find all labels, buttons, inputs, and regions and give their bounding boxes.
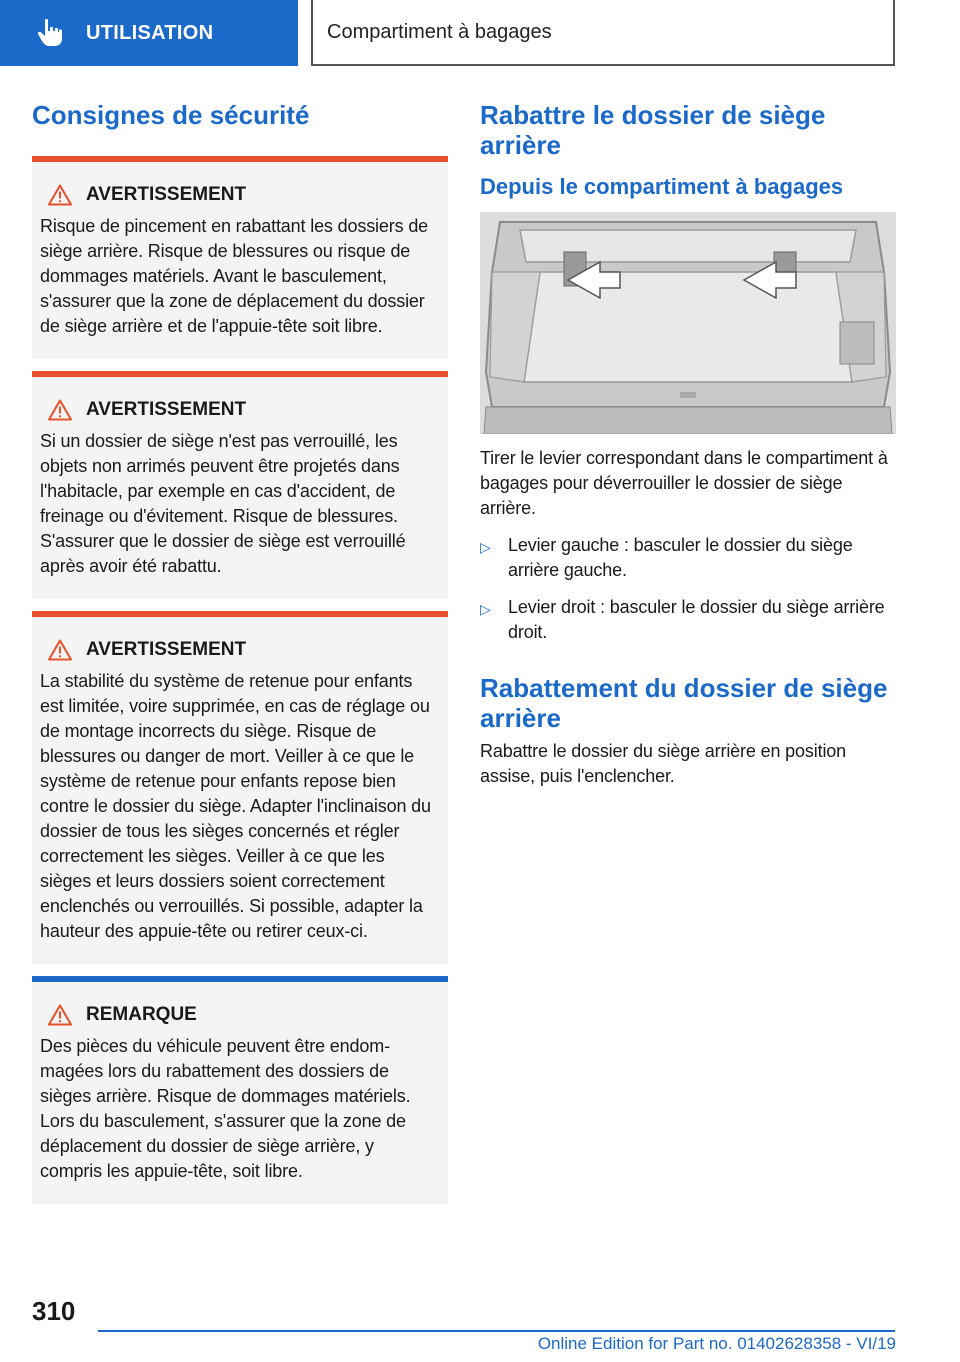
breadcrumb: [311, 0, 895, 66]
warning-title: [40, 184, 440, 206]
fold-seat-heading: Rabattre le dossier de siège arrière: [480, 100, 826, 160]
warning-text: Si un dossier de siège n'est pas verrouillé, les objets non arrimés peuvent être projetés dans l'habitacle, par exemple en cas d'accident, de freinage ou d'évitement. Risque de blessures. S'assurer que le dossier de siège est verrouillé après avoir été rabattu.: [40, 431, 406, 576]
note-box: [32, 976, 448, 1204]
trunk-instruction: Tirer le levier correspondant dans le compartiment à bagages pour déverrouiller le dossier de siège arrière.: [480, 448, 888, 518]
triangle-bullet-icon: ▷: [480, 601, 491, 617]
trunk-illustration: [480, 212, 896, 434]
warning-title-text: AVERTISSEMENT: [86, 184, 247, 205]
warning-triangle-icon: [48, 1004, 72, 1026]
warning-box-1: [32, 156, 448, 359]
warning-title: [40, 399, 440, 421]
warning-text: Risque de pincement en rabattant les dossiers de siège arrière. Risque de blessures ou risque de dommages matériels. Avant le basculement, s'assurer que la zone de déplacement du dossier de siège arrière et de l'appuie-tête soit libre.: [40, 216, 429, 336]
unfold-instruction: Rabattre le dossier du siège arrière en position assise, puis l'enclencher.: [480, 741, 847, 786]
note-title: [40, 1004, 440, 1026]
warning-title-text: AVERTISSEMENT: [86, 399, 247, 420]
triangle-bullet-icon: ▷: [480, 539, 491, 555]
lever-list: [480, 533, 896, 645]
footer-divider: [98, 1330, 895, 1332]
list-item-text: Levier gauche : basculer le dossier du siège arrière gauche.: [508, 535, 853, 580]
warning-box-3: [32, 611, 448, 964]
right-column: [480, 100, 896, 789]
warning-title-text: AVERTISSEMENT: [86, 639, 247, 660]
note-title-text: REMARQUE: [86, 1004, 197, 1025]
safety-heading: Consignes de sécurité: [32, 100, 310, 130]
note-text: Des pièces du véhicule peuvent être endommagées lors du rabattement des dossiers de sièges arrière. Risque de dommages matériels. Lors du basculement, s'assurer que la zone de déplacement du dossier de siège arrière, y compris les appuie-tête, soit libre.: [40, 1036, 411, 1181]
edition-footer: Online Edition for Part no. 01402628358 - VI/19: [537, 1334, 896, 1353]
warning-title: [40, 639, 440, 661]
warning-triangle-icon: [48, 399, 72, 421]
page-number: 310: [32, 1296, 76, 1326]
warning-triangle-icon: [48, 639, 72, 661]
left-column: [32, 100, 448, 1204]
unfold-seat-heading: Rabattement du dossier de siège arrière: [480, 673, 888, 733]
section-tab[interactable]: [0, 0, 298, 66]
trunk-subheading: Depuis le compartiment à bagages: [480, 174, 844, 199]
warning-triangle-icon: [48, 184, 72, 206]
list-item-text: Levier droit : basculer le dossier du siège arrière droit.: [508, 597, 885, 642]
breadcrumb-text: Compartiment à bagages: [327, 20, 552, 43]
list-item: [480, 533, 896, 583]
warning-box-2: [32, 371, 448, 599]
hand-pointer-icon: [36, 18, 64, 48]
section-label: UTILISATION: [86, 21, 214, 44]
warning-text: La stabilité du système de retenue pour enfants est limitée, voire supprimée, en cas de réglage ou de montage incorrects du siège. Risque de blessures ou danger de mort. Veiller à ce que le système de retenue pour enfants repose bien contre le dossier du siège. Adapter l'inclinaison du dossier de tous les sièges concernés et régler correctement les sièges. Veiller à ce que les sièges et leurs dossiers soient correctement enclenchés ou verrouillés. Si possible, adapter la hauteur des appuie-tête ou retirer ceux-ci.: [40, 671, 431, 941]
list-item: [480, 595, 896, 645]
